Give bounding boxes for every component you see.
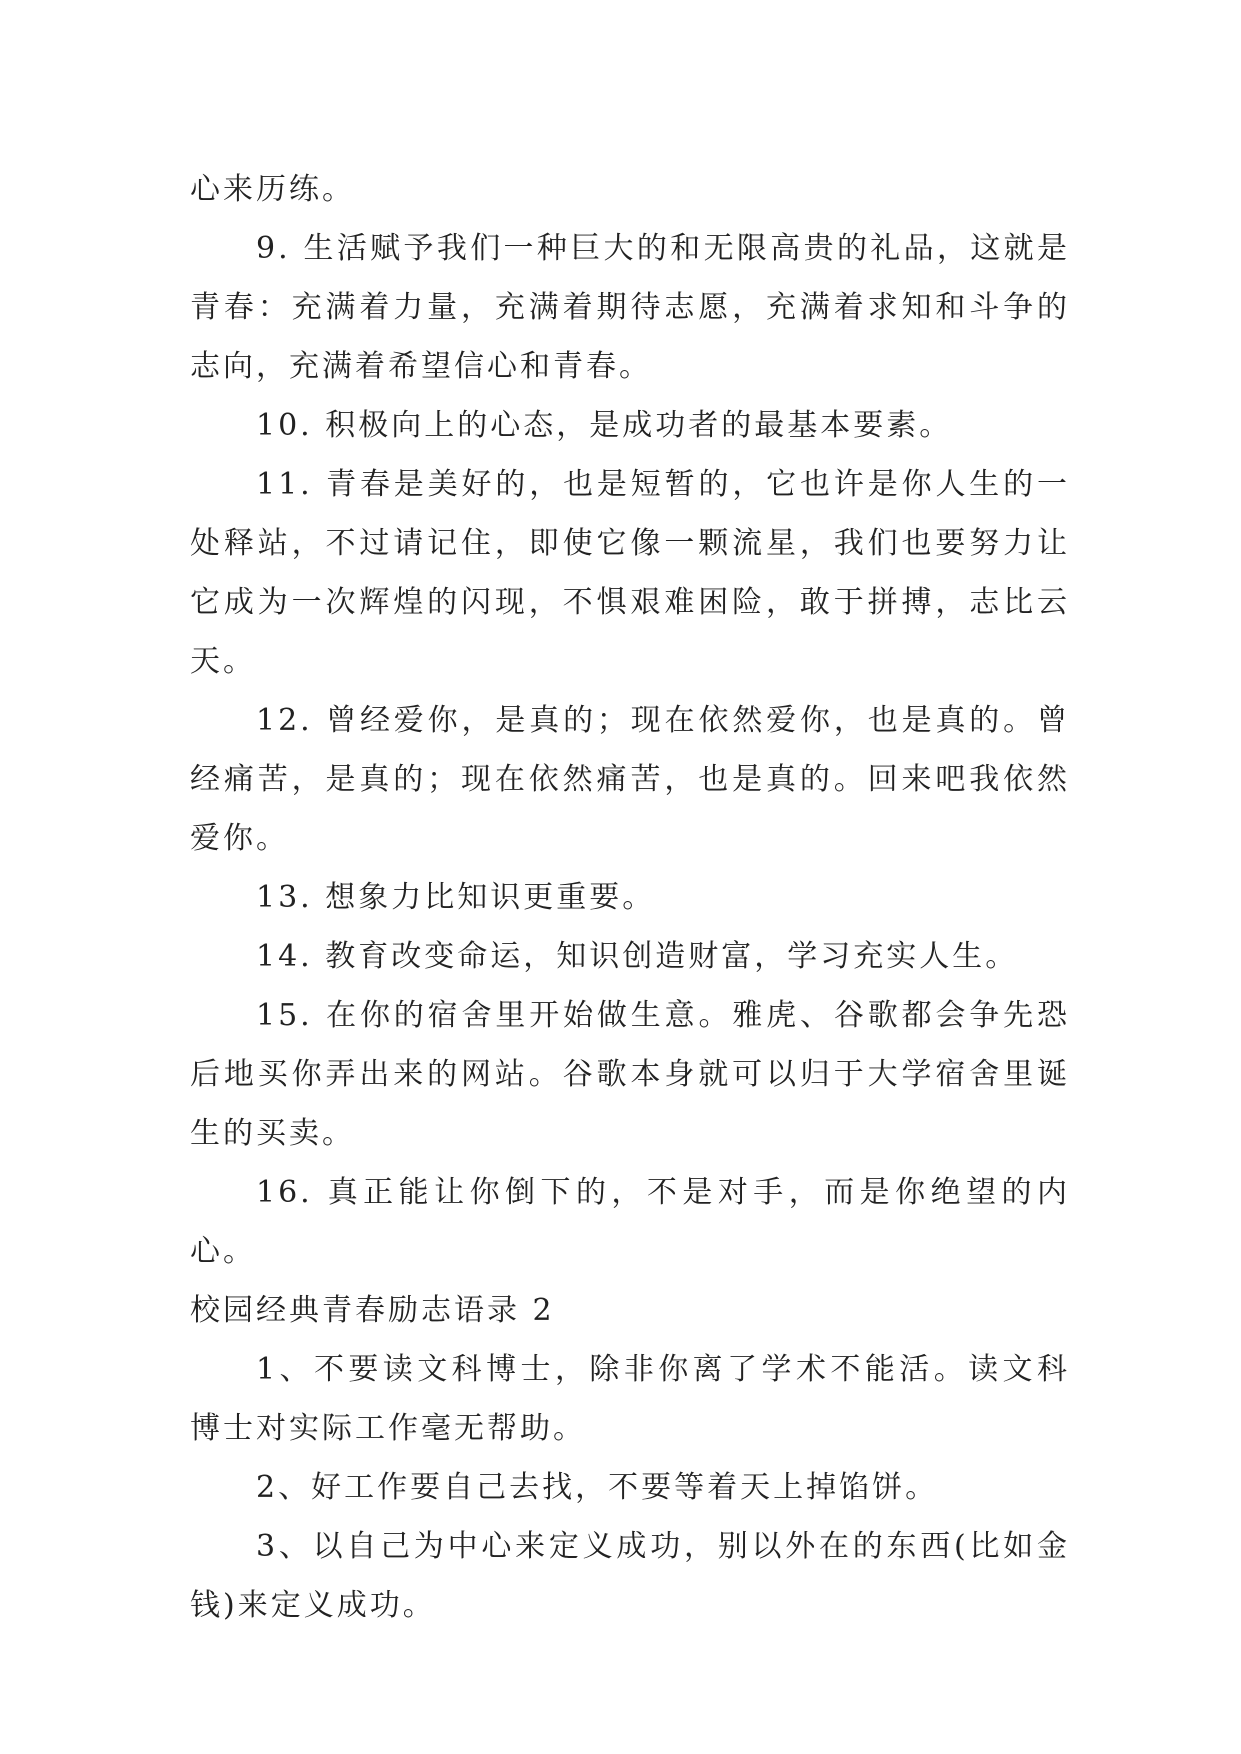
quote-item-15: 15. 在你的宿舍里开始做生意。雅虎、谷歌都会争先恐后地买你弄出来的网站。谷歌本身就可以归于大学宿舍里诞生的买卖。 [190,998,1070,1151]
quote-item-16: 16. 真正能让你倒下的，不是对手，而是你绝望的内心。 [190,1175,1070,1269]
quote-item-14: 14. 教育改变命运，知识创造财富，学习充实人生。 [256,939,1019,974]
quote-item-2: 2、好工作要自己去找，不要等着天上掉馅饼。 [256,1470,939,1505]
quote-item-1: 1、不要读文科博士，除非你离了学术不能活。读文科博士对实际工作毫无帮助。 [190,1352,1070,1446]
quote-item-13: 13. 想象力比知识更重要。 [256,880,656,915]
quote-item-3: 3、以自己为中心来定义成功，别以外在的东西(比如金钱)来定义成功。 [190,1529,1070,1623]
quote-item-12: 12. 曾经爱你，是真的；现在依然爱你，也是真的。曾经痛苦，是真的；现在依然痛苦，也是真的。回来吧我依然爱你。 [190,703,1070,856]
quote-item-10: 10. 积极向上的心态，是成功者的最基本要素。 [256,408,953,443]
section-heading: 校园经典青春励志语录 2 [190,1293,555,1328]
quote-item-11: 11. 青春是美好的，也是短暂的，它也许是你人生的一处释站，不过请记住，即使它像一颗流星，我们也要努力让它成为一次辉煌的闪现，不惧艰难困险，敢于拼搏，志比云天。 [190,467,1070,679]
paragraph-continuation: 心来历练。 [190,172,355,207]
document-body [190,160,1070,1635]
quote-item-9: 9. 生活赋予我们一种巨大的和无限高贵的礼品，这就是青春：充满着力量，充满着期待志愿，充满着求知和斗争的志向，充满着希望信心和青春。 [190,231,1070,384]
